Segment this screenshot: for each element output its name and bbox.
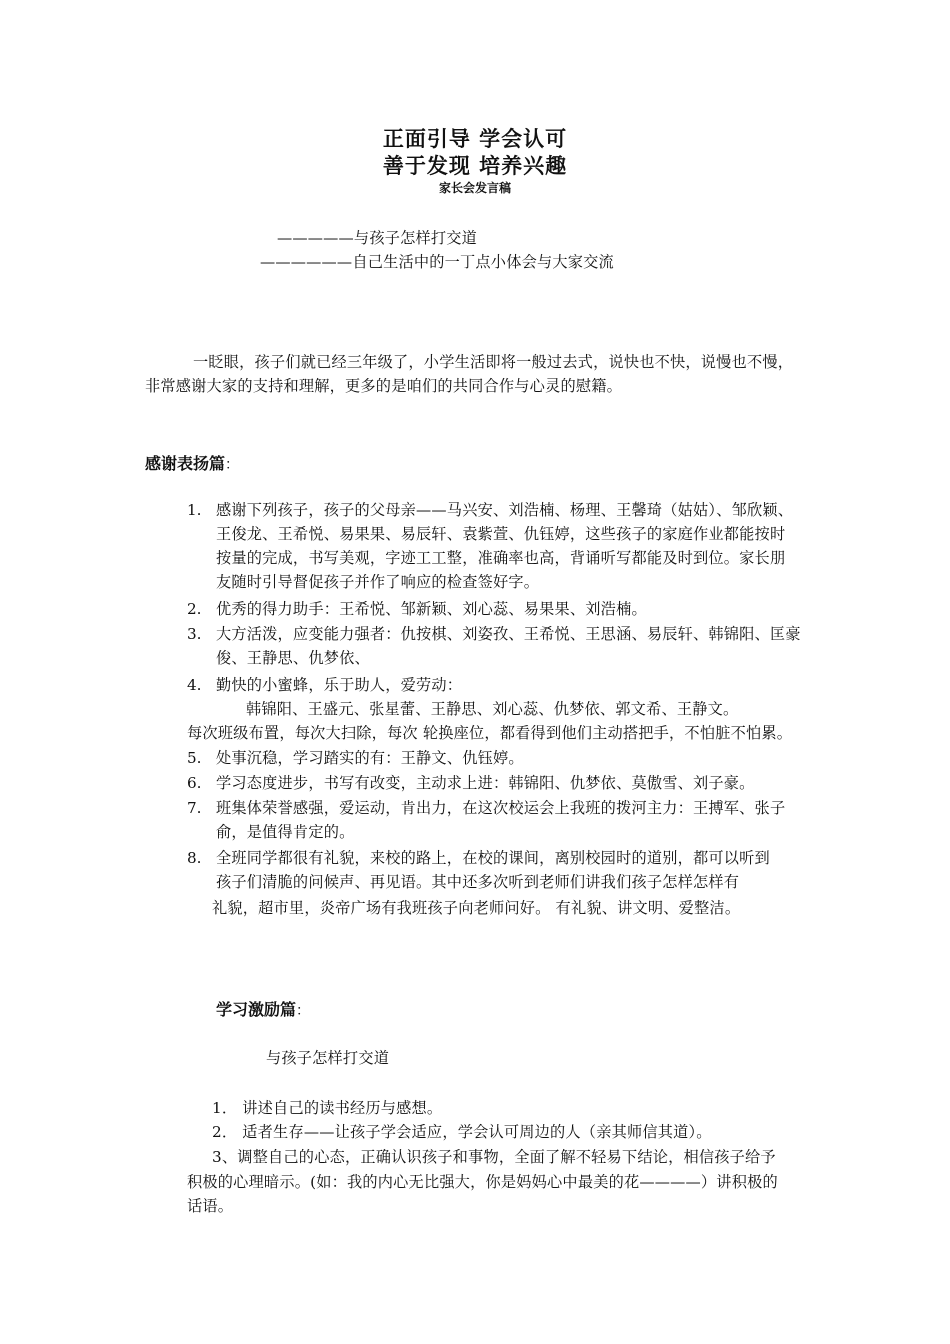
list-item-line: 俞，是值得肯定的。 <box>216 823 355 841</box>
list-item-line: 优秀的得力助手：王希悦、邹新颖、刘心蕊、易果果、刘浩楠。 <box>216 600 647 618</box>
list-item-number: 2. <box>187 600 202 618</box>
list-item-line: 孩子们清脆的问候声、再见语。其中还多次听到老师们讲我们孩子怎样怎样有 <box>216 873 740 891</box>
section-subheading: 与孩子怎样打交道 <box>266 1049 390 1067</box>
study-point: 话语。 <box>187 1197 234 1215</box>
list-item-line: 感谢下列孩子，孩子的父母亲——马兴安、刘浩楠、杨理、王馨琦（姑姑）、邹欣颖、 <box>216 501 794 519</box>
list-item-line: 礼貌，超市里，炎帝广场有我班孩子向老师问好。 有礼貌、讲文明、爱整洁。 <box>212 899 741 917</box>
document-title-line1: 正面引导 学会认可 <box>382 127 568 151</box>
document-subtitle: 家长会发言稿 <box>438 181 511 195</box>
list-item-line: 王俊龙、王希悦、易果果、易辰轩、袁紫萱、仇钰婷，这些孩子的家庭作业都能按时 <box>216 525 786 543</box>
section-heading-text: 学习激励篇 <box>216 1000 297 1019</box>
list-item-line: 俊、王静思、仇梦依、 <box>216 649 370 667</box>
section-heading-text: 感谢表扬篇 <box>145 454 226 473</box>
list-item-line: 全班同学都很有礼貌，来校的路上，在校的课间，离别校园时的道别，都可以听到 <box>216 849 770 867</box>
document-title-line2: 善于发现 培养兴趣 <box>382 154 568 178</box>
list-item-number: 1. <box>187 501 202 519</box>
list-item-line: 班集体荣誉感强，爱运动，肯出力，在这次校运会上我班的拨河主力：王搏军、张子 <box>216 799 786 817</box>
list-item-line: 处事沉稳，学习踏实的有：王静文、仇钰婷。 <box>216 749 524 767</box>
study-point: 1． 讲述自己的读书经历与感想。 <box>212 1099 443 1117</box>
study-point: 3、调整自己的心态，正确认识孩子和事物，全面了解不轻易下结论，相信孩子给予 <box>212 1148 776 1166</box>
study-point: 2． 适者生存——让孩子学会适应，学会认可周边的人（亲其师信其道）。 <box>212 1123 712 1141</box>
list-item-number: 8. <box>187 849 202 867</box>
intro-paragraph-line: 非常感谢大家的支持和理解，更多的是咱们的共同合作与心灵的慰籍。 <box>145 377 623 395</box>
list-item-line: 按量的完成，书写美观，字迹工工整，准确率也高，背诵听写都能及时到位。家长朋 <box>216 549 786 567</box>
list-item-continuation: 每次班级布置，每次大扫除，每次 轮换座位，都看得到他们主动搭把手，不怕脏不怕累。 <box>187 724 793 742</box>
section-heading-praise <box>145 451 239 474</box>
heading-colon: ： <box>296 1003 311 1019</box>
epigraph-line1: —————与孩子怎样打交道 <box>277 229 478 247</box>
list-item-line: 大方活泼，应变能力强者：仇按棋、刘姿孜、王希悦、王思涵、易辰轩、韩锦阳、匡豪 <box>216 625 801 643</box>
section-heading-study <box>216 997 310 1020</box>
helper-names-line: 韩锦阳、王盛元、张星蕾、王静思、刘心蕊、仇梦依、郭文希、王静文。 <box>246 700 739 718</box>
study-point: 积极的心理暗示。(如：我的内心无比强大，你是妈妈心中最美的花————）讲积极的 <box>187 1173 778 1191</box>
epigraph-line2: ——————自己生活中的一丁点小体会与大家交流 <box>260 253 614 271</box>
list-item-line: 勤快的小蜜蜂，乐于助人，爱劳动： <box>216 676 463 694</box>
list-item-line: 友随时引导督促孩子并作了响应的检查签好字。 <box>216 573 540 591</box>
intro-paragraph-line: 一眨眼，孩子们就已经三年级了，小学生活即将一般过去式，说快也不快，说慢也不慢， <box>193 353 794 371</box>
list-item-line: 学习态度进步，书写有改变，主动求上进：韩锦阳、仇梦依、莫傲雪、刘子豪。 <box>216 774 755 792</box>
list-item-number: 4. <box>187 676 202 694</box>
heading-colon: ： <box>225 457 240 473</box>
list-item-number: 3. <box>187 625 202 643</box>
list-item-number: 6. <box>187 774 202 792</box>
list-item-number: 5. <box>187 749 202 767</box>
list-item-number: 7. <box>187 799 202 817</box>
